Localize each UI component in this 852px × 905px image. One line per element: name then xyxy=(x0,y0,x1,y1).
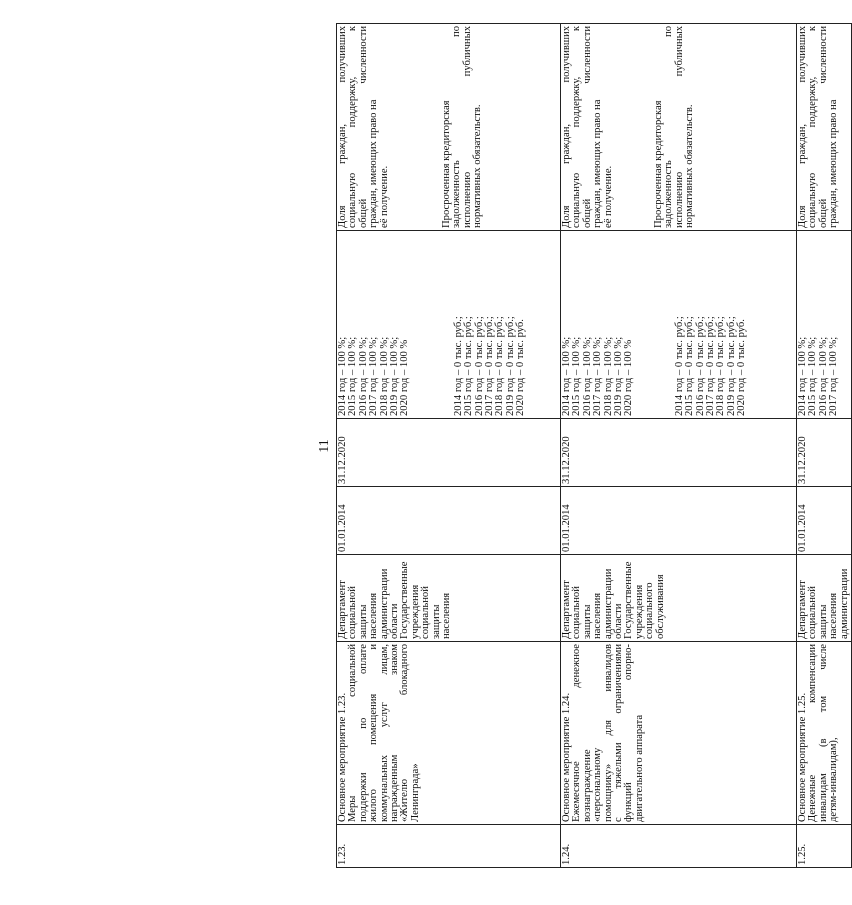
indicators: Доля граждан, получивших социальную поддержку, к общей численности граждан, имеющих право на xyxy=(797,24,852,231)
start-date: 01.01.2014 xyxy=(561,487,797,555)
end-date: 31.12.2020 xyxy=(797,419,852,487)
table-row-1-25 xyxy=(797,24,852,868)
program-measures-table xyxy=(336,23,852,868)
target-values: 2014 год – 100 %; 2015 год – 100 %; 2016 год – 100 %; 2017 год – 100 %; xyxy=(797,231,852,419)
end-date: 31.12.2020 xyxy=(561,419,797,487)
target-values: 2014 год – 100 %; 2015 год – 100 %; 2016 год – 100 %; 2017 год – 100 %; 2018 год – 100 %; 2019 год – 100 %; 2020 год – 100 % 2014 год – 0 тыс. руб.; 2015 год – 0 тыс. руб.; 2016 год – 0 тыс. руб.; 2017 год – 0 тыс. руб.; 2018 год – 0 тыс. руб.; 2019 год – 0 тыс. руб.; 2020 год – 0 тыс. руб. xyxy=(561,231,797,419)
measure-name: Основное мероприятие 1.25. Денежные компенсации инвалидам (в том числе детям-инвалидам), xyxy=(797,642,852,825)
start-date: 01.01.2014 xyxy=(337,487,561,555)
row-number: 1.25. xyxy=(797,825,852,868)
start-date: 01.01.2014 xyxy=(797,487,852,555)
indicators: Доля граждан, получивших социальную поддержку, к общей численности граждан, имеющих право на её получение. Просроченная кредиторская задолженность по исполнению публичных нормативных обязательств. xyxy=(561,24,797,231)
page-number: 11 xyxy=(317,439,332,453)
executor: Департамент социальной защиты населения администрации области Государственные учреждения социального обслуживания xyxy=(561,555,797,642)
table-row-1-23 xyxy=(337,24,561,868)
measure-name: Основное мероприятие 1.24. Ежемесячное денежное вознаграждение «персональному помощнику» для инвалидов с тяжелыми ограничениями функций опорно- двигательного аппарата xyxy=(561,642,797,825)
executor: Департамент социальной защиты населения администрации xyxy=(797,555,852,642)
measure-name: Основное мероприятие 1.23. Меры социальной поддержки по оплате жилого помещения и коммунальных услуг лицам, награжденным знаком «Жителю блокадного Ленинграда» xyxy=(337,642,561,825)
indicators: Доля граждан, получивших социальную поддержку, к общей численности граждан, имеющих право на её получение. Просроченная кредиторская задолженность по исполнению публичных нормативных обязательств. xyxy=(337,24,561,231)
row-number: 1.23. xyxy=(337,825,561,868)
executor: Департамент социальной защиты населения администрации области Государственные учреждения социальной защиты населения xyxy=(337,555,561,642)
target-values: 2014 год – 100 %; 2015 год – 100 %; 2016 год – 100 %; 2017 год – 100 %; 2018 год – 100 %; 2019 год – 100 %; 2020 год – 100 % 2014 год – 0 тыс. руб.; 2015 год – 0 тыс. руб.; 2016 год – 0 тыс. руб.; 2017 год – 0 тыс. руб.; 2018 год – 0 тыс. руб.; 2019 год – 0 тыс. руб.; 2020 год – 0 тыс. руб. xyxy=(337,231,561,419)
rotated-page xyxy=(43,23,850,868)
row-number: 1.24. xyxy=(561,825,797,868)
end-date: 31.12.2020 xyxy=(337,419,561,487)
table-row-1-24 xyxy=(561,24,797,868)
